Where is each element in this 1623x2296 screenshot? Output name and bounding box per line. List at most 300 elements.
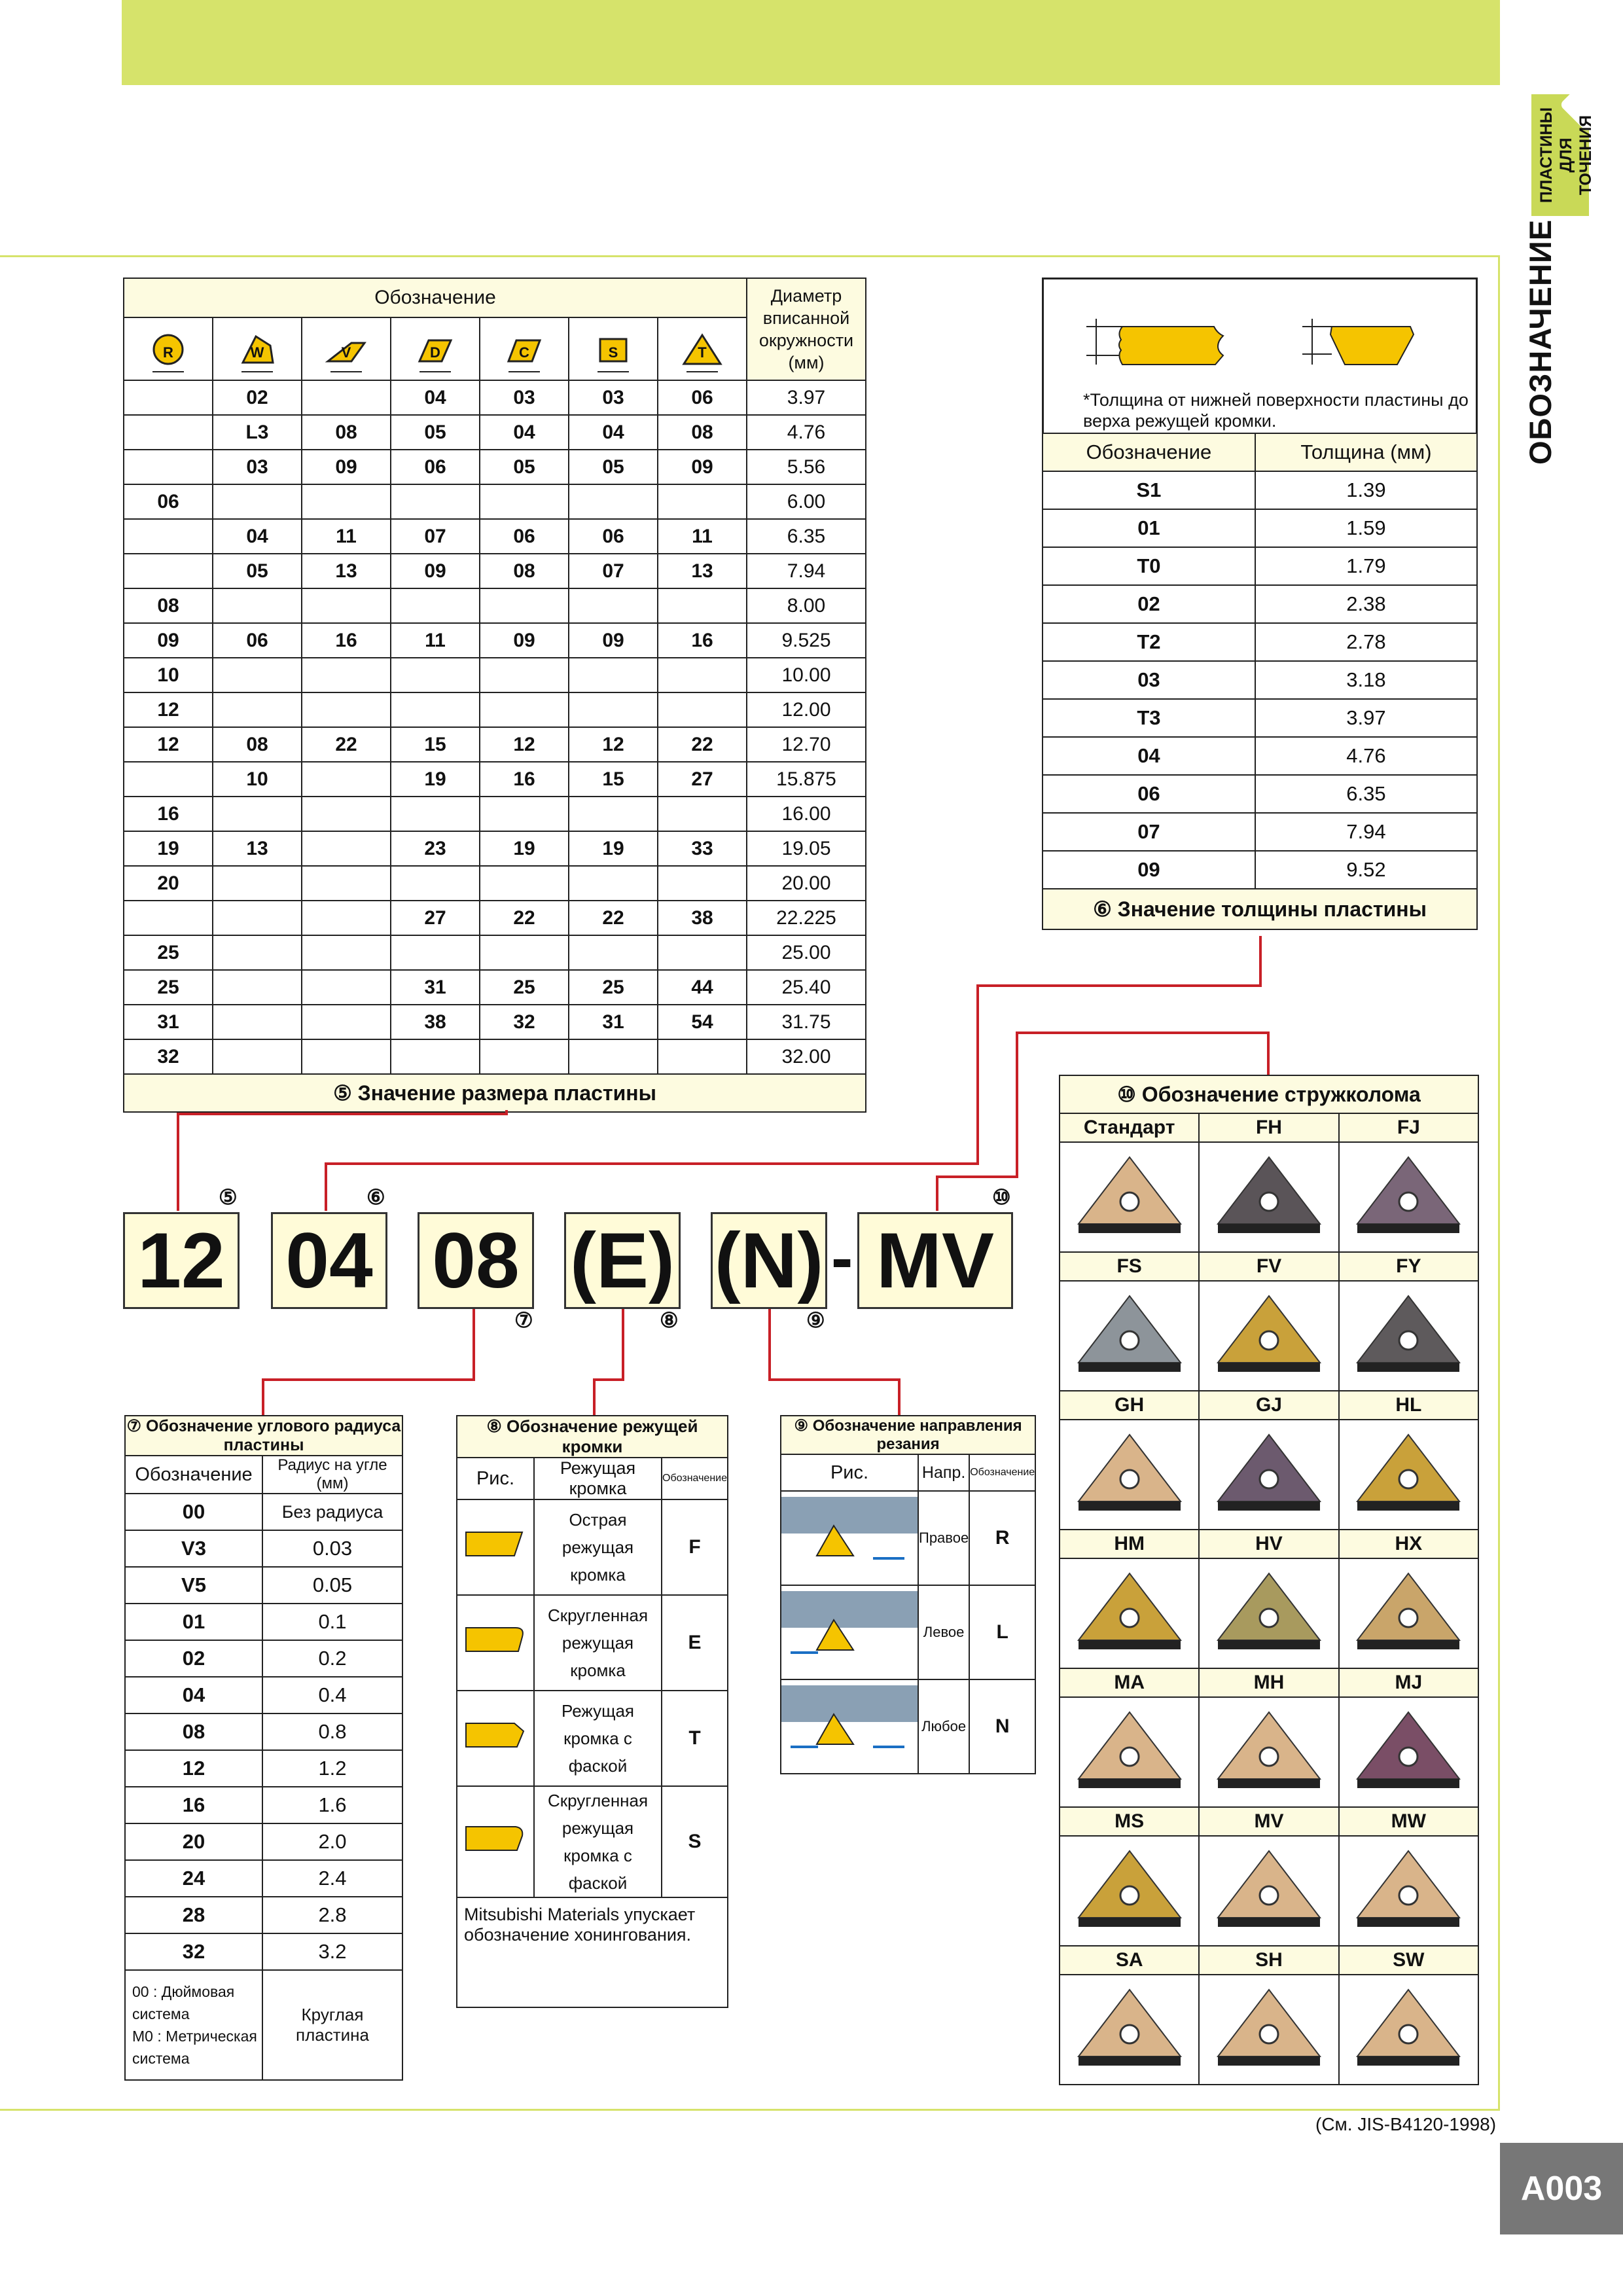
dir-figure (781, 1679, 918, 1774)
radius-value: 2.8 (262, 1897, 402, 1933)
size-cell: 16 (658, 623, 747, 658)
table-row (125, 1640, 402, 1677)
shape-s: S (569, 317, 658, 380)
size-cell (302, 692, 391, 727)
table-row (125, 1567, 402, 1604)
size-cell: 03 (480, 380, 569, 415)
chipbreaker-insert-image (1060, 1836, 1199, 1946)
size-cell: 09 (480, 623, 569, 658)
size-cell: 25 (569, 970, 658, 1005)
table-row (1043, 851, 1477, 889)
size-cell (213, 588, 302, 623)
radius-value: 0.4 (262, 1677, 402, 1713)
chipbreaker-insert-image (1339, 1697, 1478, 1807)
table-row (125, 1677, 402, 1713)
dir-name: Правое (918, 1491, 969, 1585)
shape-r: R (124, 317, 213, 380)
size-caption: ⑤ Значение размера пластины (124, 1074, 866, 1112)
shape-c: C (480, 317, 569, 380)
size-cell: 10 (213, 762, 302, 797)
dir-code: R (969, 1491, 1035, 1585)
chip-label: HM (1060, 1530, 1199, 1558)
table-row (125, 1860, 402, 1897)
dir-col3: Обозначение (969, 1454, 1035, 1491)
chip-label: MJ (1339, 1668, 1478, 1697)
chip-label: SA (1060, 1946, 1199, 1975)
size-cell: 08 (302, 415, 391, 450)
size-cell: 08 (480, 554, 569, 588)
size-cell (302, 935, 391, 970)
thick-caption: ⑥ Значение толщины пластины (1043, 889, 1477, 929)
edge-figure (457, 1786, 534, 1897)
thick-code: 04 (1043, 737, 1255, 775)
chip-label: FY (1339, 1252, 1478, 1281)
table-row (1060, 1697, 1478, 1807)
radius-value: 0.2 (262, 1640, 402, 1677)
size-cell: 19.05 (747, 831, 866, 866)
size-cell (391, 658, 480, 692)
size-cell (391, 1039, 480, 1074)
size-header: Обозначение (124, 278, 747, 317)
radius-code: 04 (125, 1677, 262, 1713)
size-cell: 06 (480, 519, 569, 554)
size-cell: 06 (569, 519, 658, 554)
size-cell: 54 (658, 1005, 747, 1039)
radius-code: 00 (125, 1494, 262, 1530)
size-cell: 27 (658, 762, 747, 797)
chipbreaker-insert-image (1339, 1836, 1478, 1946)
thick-value: 7.94 (1255, 813, 1477, 851)
size-cell (391, 866, 480, 901)
table-row (124, 831, 866, 866)
thick-value: 1.39 (1255, 471, 1477, 509)
table-row (1060, 1530, 1478, 1558)
insert-icon (1210, 1423, 1328, 1521)
page-number: A003 (1500, 2143, 1623, 2234)
size-cell: 15 (569, 762, 658, 797)
size-cell: 44 (658, 970, 747, 1005)
size-cell: 13 (213, 831, 302, 866)
side-tab-text: ПЛАСТИНЫ ДЛЯ ТОЧЕНИЯ (1537, 107, 1595, 204)
size-cell: 32.00 (747, 1039, 866, 1074)
table-row (1043, 699, 1477, 737)
footer-ref: (См. JIS-B4120-1998) (1315, 2114, 1497, 2134)
insert-icon (1071, 1423, 1188, 1521)
size-cell (124, 380, 213, 415)
edge-insert-icon (459, 1624, 531, 1657)
size-cell: 32 (480, 1005, 569, 1039)
table-row (124, 380, 866, 415)
size-cell: 31 (391, 970, 480, 1005)
size-cell: 09 (302, 450, 391, 484)
size-cell (658, 797, 747, 831)
table-row (457, 1691, 728, 1786)
radius-value: 3.2 (262, 1933, 402, 1970)
size-cell: 16 (302, 623, 391, 658)
size-cell: 08 (658, 415, 747, 450)
size-cell (302, 762, 391, 797)
table-row (125, 1933, 402, 1970)
code-part-thickness: 04 (271, 1212, 387, 1309)
edge-insert-icon (459, 1719, 531, 1752)
size-cell (480, 797, 569, 831)
mark-8: ⑧ (660, 1308, 679, 1332)
thickness-diagram (1042, 278, 1478, 433)
edge-figure (457, 1499, 534, 1595)
size-cell (213, 692, 302, 727)
table-row (124, 1005, 866, 1039)
table-row (125, 1787, 402, 1823)
size-cell: 25.40 (747, 970, 866, 1005)
insert-icon (1349, 1839, 1467, 1937)
radius-col1: Обозначение (125, 1456, 262, 1494)
insert-icon (1349, 1145, 1467, 1244)
insert-icon (1210, 1839, 1328, 1937)
edge-col2: Режущая кромка (534, 1458, 662, 1499)
code-part-radius: 08 (418, 1212, 534, 1309)
size-cell: 05 (569, 450, 658, 484)
table-row (124, 727, 866, 762)
edge-code: S (662, 1786, 728, 1897)
size-cell (213, 1039, 302, 1074)
code-dash: - (831, 1221, 853, 1295)
edge-desc: Скругленная режущая кромка (534, 1595, 662, 1691)
size-cell (302, 866, 391, 901)
table-row (1060, 1252, 1478, 1281)
radius-code: 24 (125, 1860, 262, 1897)
table-row (1043, 471, 1477, 509)
edge-code: T (662, 1691, 728, 1786)
table-row (1060, 1142, 1478, 1252)
radius-value: 0.05 (262, 1567, 402, 1604)
mark-6: ⑥ (366, 1185, 385, 1209)
table-row (124, 623, 866, 658)
size-cell (658, 866, 747, 901)
table-row (124, 588, 866, 623)
insert-icon (1071, 1284, 1188, 1382)
size-cell: 7.94 (747, 554, 866, 588)
mark-5: ⑤ (219, 1185, 238, 1209)
table-row (124, 1039, 866, 1074)
side-title: ОБОЗНАЧЕНИЕ (1523, 219, 1558, 465)
thickness-insert-icon (1044, 293, 1476, 384)
thick-value: 1.59 (1255, 509, 1477, 547)
size-cell: 02 (213, 380, 302, 415)
size-cell: 22 (302, 727, 391, 762)
radius-code: 32 (125, 1933, 262, 1970)
size-cell (302, 1039, 391, 1074)
size-cell (302, 1005, 391, 1039)
mark-10: ⑩ (992, 1185, 1011, 1209)
table-row (1060, 1281, 1478, 1391)
dir-code: L (969, 1585, 1035, 1679)
chipbreaker-insert-image (1199, 1836, 1338, 1946)
radius-code: V3 (125, 1530, 262, 1567)
size-cell: 08 (124, 588, 213, 623)
radius-caption: ⑦ Обозначение углового радиуса пластины (125, 1416, 402, 1456)
chipbreaker-insert-image (1199, 1142, 1338, 1252)
table-row (124, 415, 866, 450)
size-cell: 06 (213, 623, 302, 658)
size-cell (124, 450, 213, 484)
size-cell: 19 (391, 762, 480, 797)
size-cell: 10.00 (747, 658, 866, 692)
thick-code: 09 (1043, 851, 1255, 889)
code-part-chipbreaker: MV (857, 1212, 1013, 1309)
thick-value: 4.76 (1255, 737, 1477, 775)
size-cell (302, 484, 391, 519)
size-cell: 22 (480, 901, 569, 935)
radius-table (124, 1415, 403, 2081)
table-row (124, 519, 866, 554)
size-cell: 8.00 (747, 588, 866, 623)
edge-code: E (662, 1595, 728, 1691)
size-cell: 09 (658, 450, 747, 484)
size-cell (569, 588, 658, 623)
thick-col2: Толщина (мм) (1255, 433, 1477, 471)
size-cell: 12 (124, 727, 213, 762)
size-cell: 19 (480, 831, 569, 866)
size-cell (213, 970, 302, 1005)
thickness-table (1042, 433, 1478, 930)
size-cell (213, 484, 302, 519)
size-cell (480, 935, 569, 970)
cutting-direction-icon (781, 1587, 918, 1672)
edge-insert-icon (459, 1823, 531, 1856)
chipbreaker-insert-image (1060, 1420, 1199, 1530)
size-cell: 25 (124, 970, 213, 1005)
size-cell (658, 484, 747, 519)
radius-value: 0.8 (262, 1713, 402, 1750)
size-cell: L3 (213, 415, 302, 450)
shape-w: W (213, 317, 302, 380)
size-cell: 16 (124, 797, 213, 831)
direction-table (780, 1415, 1036, 1774)
size-cell (213, 866, 302, 901)
size-cell: 05 (391, 415, 480, 450)
size-cell: 12 (480, 727, 569, 762)
table-row (781, 1585, 1035, 1679)
table-row (124, 901, 866, 935)
size-cell: 06 (658, 380, 747, 415)
radius-value: 0.1 (262, 1604, 402, 1640)
chip-label: MW (1339, 1807, 1478, 1836)
size-cell (213, 1005, 302, 1039)
radius-code: 12 (125, 1750, 262, 1787)
table-row (1060, 1558, 1478, 1668)
size-table (123, 278, 866, 1113)
size-cell (302, 380, 391, 415)
thick-code: 03 (1043, 661, 1255, 699)
chipbreaker-insert-image (1060, 1142, 1199, 1252)
diam-header: Диаметр вписанной окружности (мм) (747, 278, 866, 380)
size-cell: 12.00 (747, 692, 866, 727)
radius-col2: Радиус на угле (мм) (262, 1456, 402, 1494)
table-row (125, 1823, 402, 1860)
side-tab (1531, 94, 1595, 216)
size-cell: 13 (658, 554, 747, 588)
size-cell (302, 797, 391, 831)
size-cell (569, 866, 658, 901)
table-row (781, 1491, 1035, 1585)
size-cell: 16 (480, 762, 569, 797)
edge-insert-icon (459, 1528, 531, 1561)
table-row (125, 1494, 402, 1530)
table-row (124, 970, 866, 1005)
size-cell: 13 (302, 554, 391, 588)
thick-code: T3 (1043, 699, 1255, 737)
table-row (1060, 1113, 1478, 1142)
dir-col2: Напр. (918, 1454, 969, 1491)
size-cell (391, 692, 480, 727)
size-cell: 6.00 (747, 484, 866, 519)
table-row (457, 1499, 728, 1595)
thick-code: 01 (1043, 509, 1255, 547)
thick-value: 3.18 (1255, 661, 1477, 699)
size-cell (480, 1039, 569, 1074)
insert-icon (1071, 1978, 1188, 2076)
mark-9: ⑨ (806, 1308, 825, 1332)
size-cell: 04 (480, 415, 569, 450)
size-cell: 06 (124, 484, 213, 519)
size-cell (569, 935, 658, 970)
chipbreaker-insert-image (1339, 1281, 1478, 1391)
table-row (124, 866, 866, 901)
edge-code: F (662, 1499, 728, 1595)
insert-icon (1071, 1145, 1188, 1244)
table-row (1060, 1807, 1478, 1836)
thick-code: 02 (1043, 585, 1255, 623)
chipbreaker-insert-image (1199, 1420, 1338, 1530)
chipbreaker-insert-image (1060, 1975, 1199, 2085)
radius-value: 0.03 (262, 1530, 402, 1567)
size-cell (480, 588, 569, 623)
size-cell (124, 901, 213, 935)
thickness-note: *Толщина от нижней поверхности пластины до верха режущей кромки. (1083, 390, 1469, 431)
chipbreaker-table (1059, 1075, 1479, 2085)
size-cell (569, 692, 658, 727)
table-row (124, 658, 866, 692)
size-cell: 6.35 (747, 519, 866, 554)
size-cell: 11 (658, 519, 747, 554)
size-cell (569, 658, 658, 692)
size-cell: 10 (124, 658, 213, 692)
dir-caption: ⑨ Обозначение направления резания (781, 1416, 1035, 1454)
edge-note: Mitsubishi Materials упускает обозначение хонингования. (457, 1897, 728, 2007)
thick-col1: Обозначение (1043, 433, 1255, 471)
size-cell: 25 (480, 970, 569, 1005)
size-cell: 16.00 (747, 797, 866, 831)
chipbreaker-insert-image (1199, 1558, 1338, 1668)
size-cell: 07 (391, 519, 480, 554)
table-row (1060, 1668, 1478, 1697)
chip-label: MA (1060, 1668, 1199, 1697)
chipbreaker-insert-image (1339, 1420, 1478, 1530)
chip-label: SW (1339, 1946, 1478, 1975)
size-cell (569, 484, 658, 519)
size-cell: 08 (213, 727, 302, 762)
size-cell (391, 484, 480, 519)
chipbreaker-insert-image (1060, 1281, 1199, 1391)
chip-label: FH (1199, 1113, 1338, 1142)
chip-label: Стандарт (1060, 1113, 1199, 1142)
table-row (124, 450, 866, 484)
edge-col1: Рис. (457, 1458, 534, 1499)
size-cell (302, 970, 391, 1005)
size-cell: 05 (480, 450, 569, 484)
radius-value: Без радиуса (262, 1494, 402, 1530)
size-cell (124, 519, 213, 554)
table-row (781, 1679, 1035, 1774)
size-cell (391, 588, 480, 623)
size-cell: 11 (391, 623, 480, 658)
table-row (457, 1595, 728, 1691)
size-cell (302, 831, 391, 866)
size-cell: 38 (658, 901, 747, 935)
chipbreaker-insert-image (1339, 1975, 1478, 2085)
thick-code: T2 (1043, 623, 1255, 661)
chipbreaker-insert-image (1060, 1558, 1199, 1668)
size-cell (658, 588, 747, 623)
edge-col3: Обозначение (662, 1458, 728, 1499)
table-row (1060, 1946, 1478, 1975)
size-cell (124, 554, 213, 588)
size-cell: 20.00 (747, 866, 866, 901)
radius-code: 16 (125, 1787, 262, 1823)
table-row (1043, 661, 1477, 699)
size-cell (302, 658, 391, 692)
table-row (457, 1786, 728, 1897)
size-cell: 12 (124, 692, 213, 727)
insert-icon (1071, 1700, 1188, 1799)
table-row (124, 797, 866, 831)
size-cell: 22.225 (747, 901, 866, 935)
size-cell: 04 (213, 519, 302, 554)
size-cell: 31 (569, 1005, 658, 1039)
chip-label: GH (1060, 1391, 1199, 1420)
radius-code: V5 (125, 1567, 262, 1604)
insert-icon (1210, 1978, 1328, 2076)
size-cell: 19 (569, 831, 658, 866)
size-cell (124, 415, 213, 450)
chipbreaker-insert-image (1060, 1697, 1199, 1807)
size-cell: 12 (569, 727, 658, 762)
size-cell (658, 1039, 747, 1074)
table-row (125, 1897, 402, 1933)
thick-value: 9.52 (1255, 851, 1477, 889)
table-row (1060, 1420, 1478, 1530)
size-cell (213, 658, 302, 692)
size-cell (391, 935, 480, 970)
size-cell: 15 (391, 727, 480, 762)
code-part-direction: (N) (711, 1212, 827, 1309)
thick-value: 3.97 (1255, 699, 1477, 737)
insert-icon (1349, 1284, 1467, 1382)
radius-note1: 00 : Дюймовая система (132, 1983, 235, 2022)
size-cell (658, 658, 747, 692)
code-part-edge: (E) (564, 1212, 681, 1309)
radius-code: 02 (125, 1640, 262, 1677)
thick-value: 1.79 (1255, 547, 1477, 585)
size-cell: 04 (569, 415, 658, 450)
size-cell: 05 (213, 554, 302, 588)
size-cell (391, 797, 480, 831)
size-cell: 25 (124, 935, 213, 970)
chipbreaker-insert-image (1199, 1975, 1338, 2085)
size-cell (480, 658, 569, 692)
size-cell (569, 1039, 658, 1074)
dir-figure (781, 1491, 918, 1585)
